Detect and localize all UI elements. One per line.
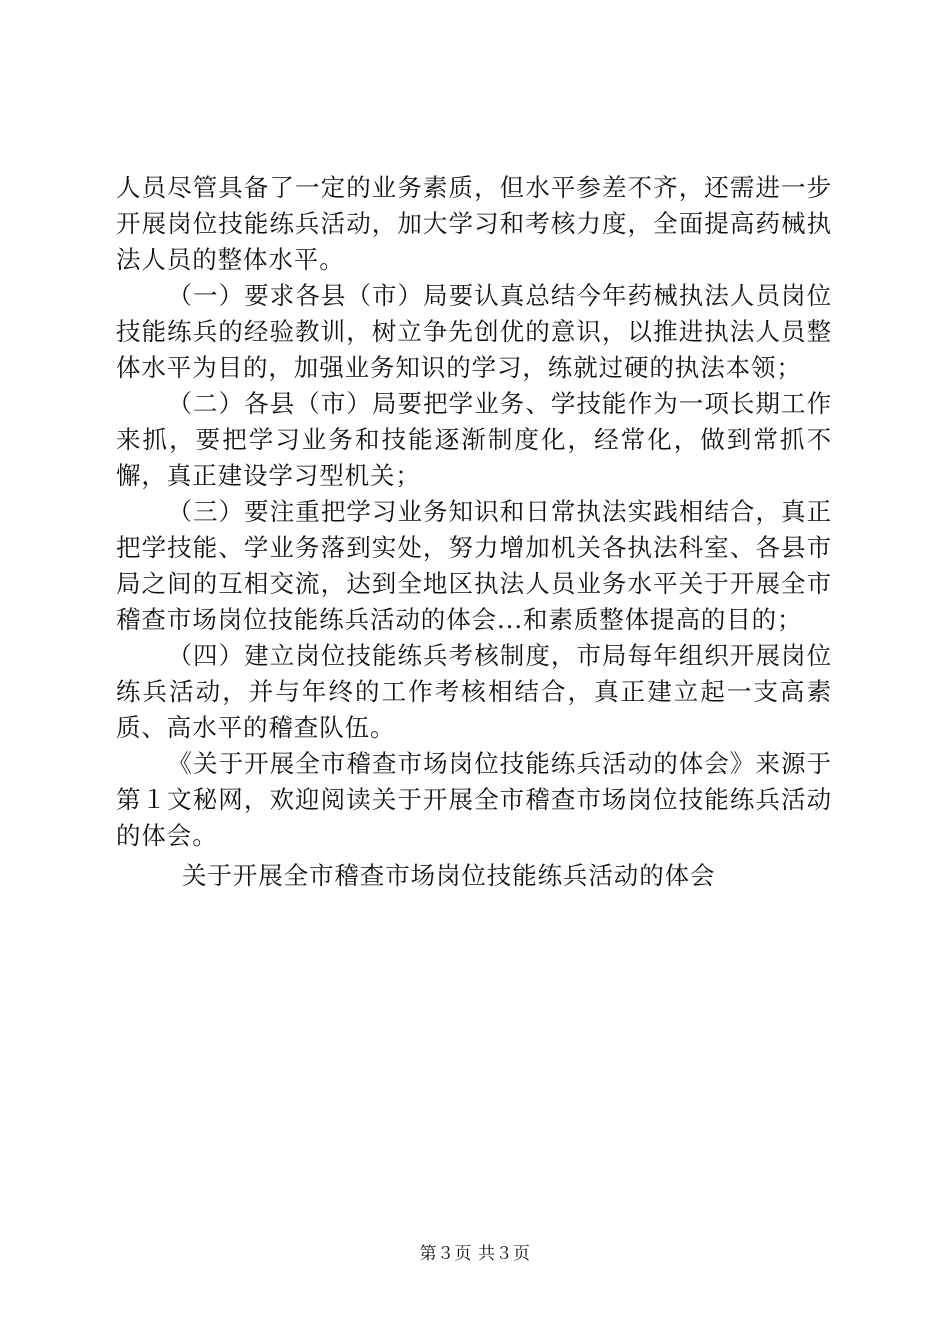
paragraph-continuation: 人员尽管具备了一定的业务素质，但水平参差不齐，还需进一步开展岗位技能练兵活动，加大学习和考核力度，全面提高药械执法人员的整体水平。 bbox=[116, 173, 832, 274]
paragraph-item-1: （一）要求各县（市）局要认真总结今年药械执法人员岗位技能练兵的经验教训，树立争先创优的意识，以推进执法人员整体水平为目的，加强业务知识的学习，练就过硬的执法本领； bbox=[116, 281, 832, 382]
trailing-title: 关于开展全市稽查市场岗位技能练兵活动的体会 bbox=[182, 861, 716, 890]
paragraph-item-2: （二）各县（市）局要把学业务、学技能作为一项长期工作来抓，要把学习业务和技能逐渐制度化，经常化，做到常抓不懈，真正建设学习型机关； bbox=[116, 389, 832, 490]
paragraph-source-note: 《关于开展全市稽查市场岗位技能练兵活动的体会》来源于第１文秘网，欢迎阅读关于开展全市稽查市场岗位技能练兵活动的体会。 bbox=[116, 749, 832, 850]
paragraph-item-3: （三）要注重把学习业务知识和日常执法实践相结合，真正把学技能、学业务落到实处，努力增加机关各执法科室、各县市局之间的互相交流，达到全地区执法人员业务水平关于开展全市稽查市场岗位技能练兵活动的体会...和素质整体提高的目的； bbox=[116, 497, 832, 634]
document-body bbox=[116, 170, 832, 894]
page-number-footer: 第３页 共３页 bbox=[419, 1244, 531, 1264]
paragraph-item-4: （四）建立岗位技能练兵考核制度，市局每年组织开展岗位练兵活动，并与年终的工作考核相结合，真正建立起一支高素质、高水平的稽查队伍。 bbox=[116, 641, 832, 742]
